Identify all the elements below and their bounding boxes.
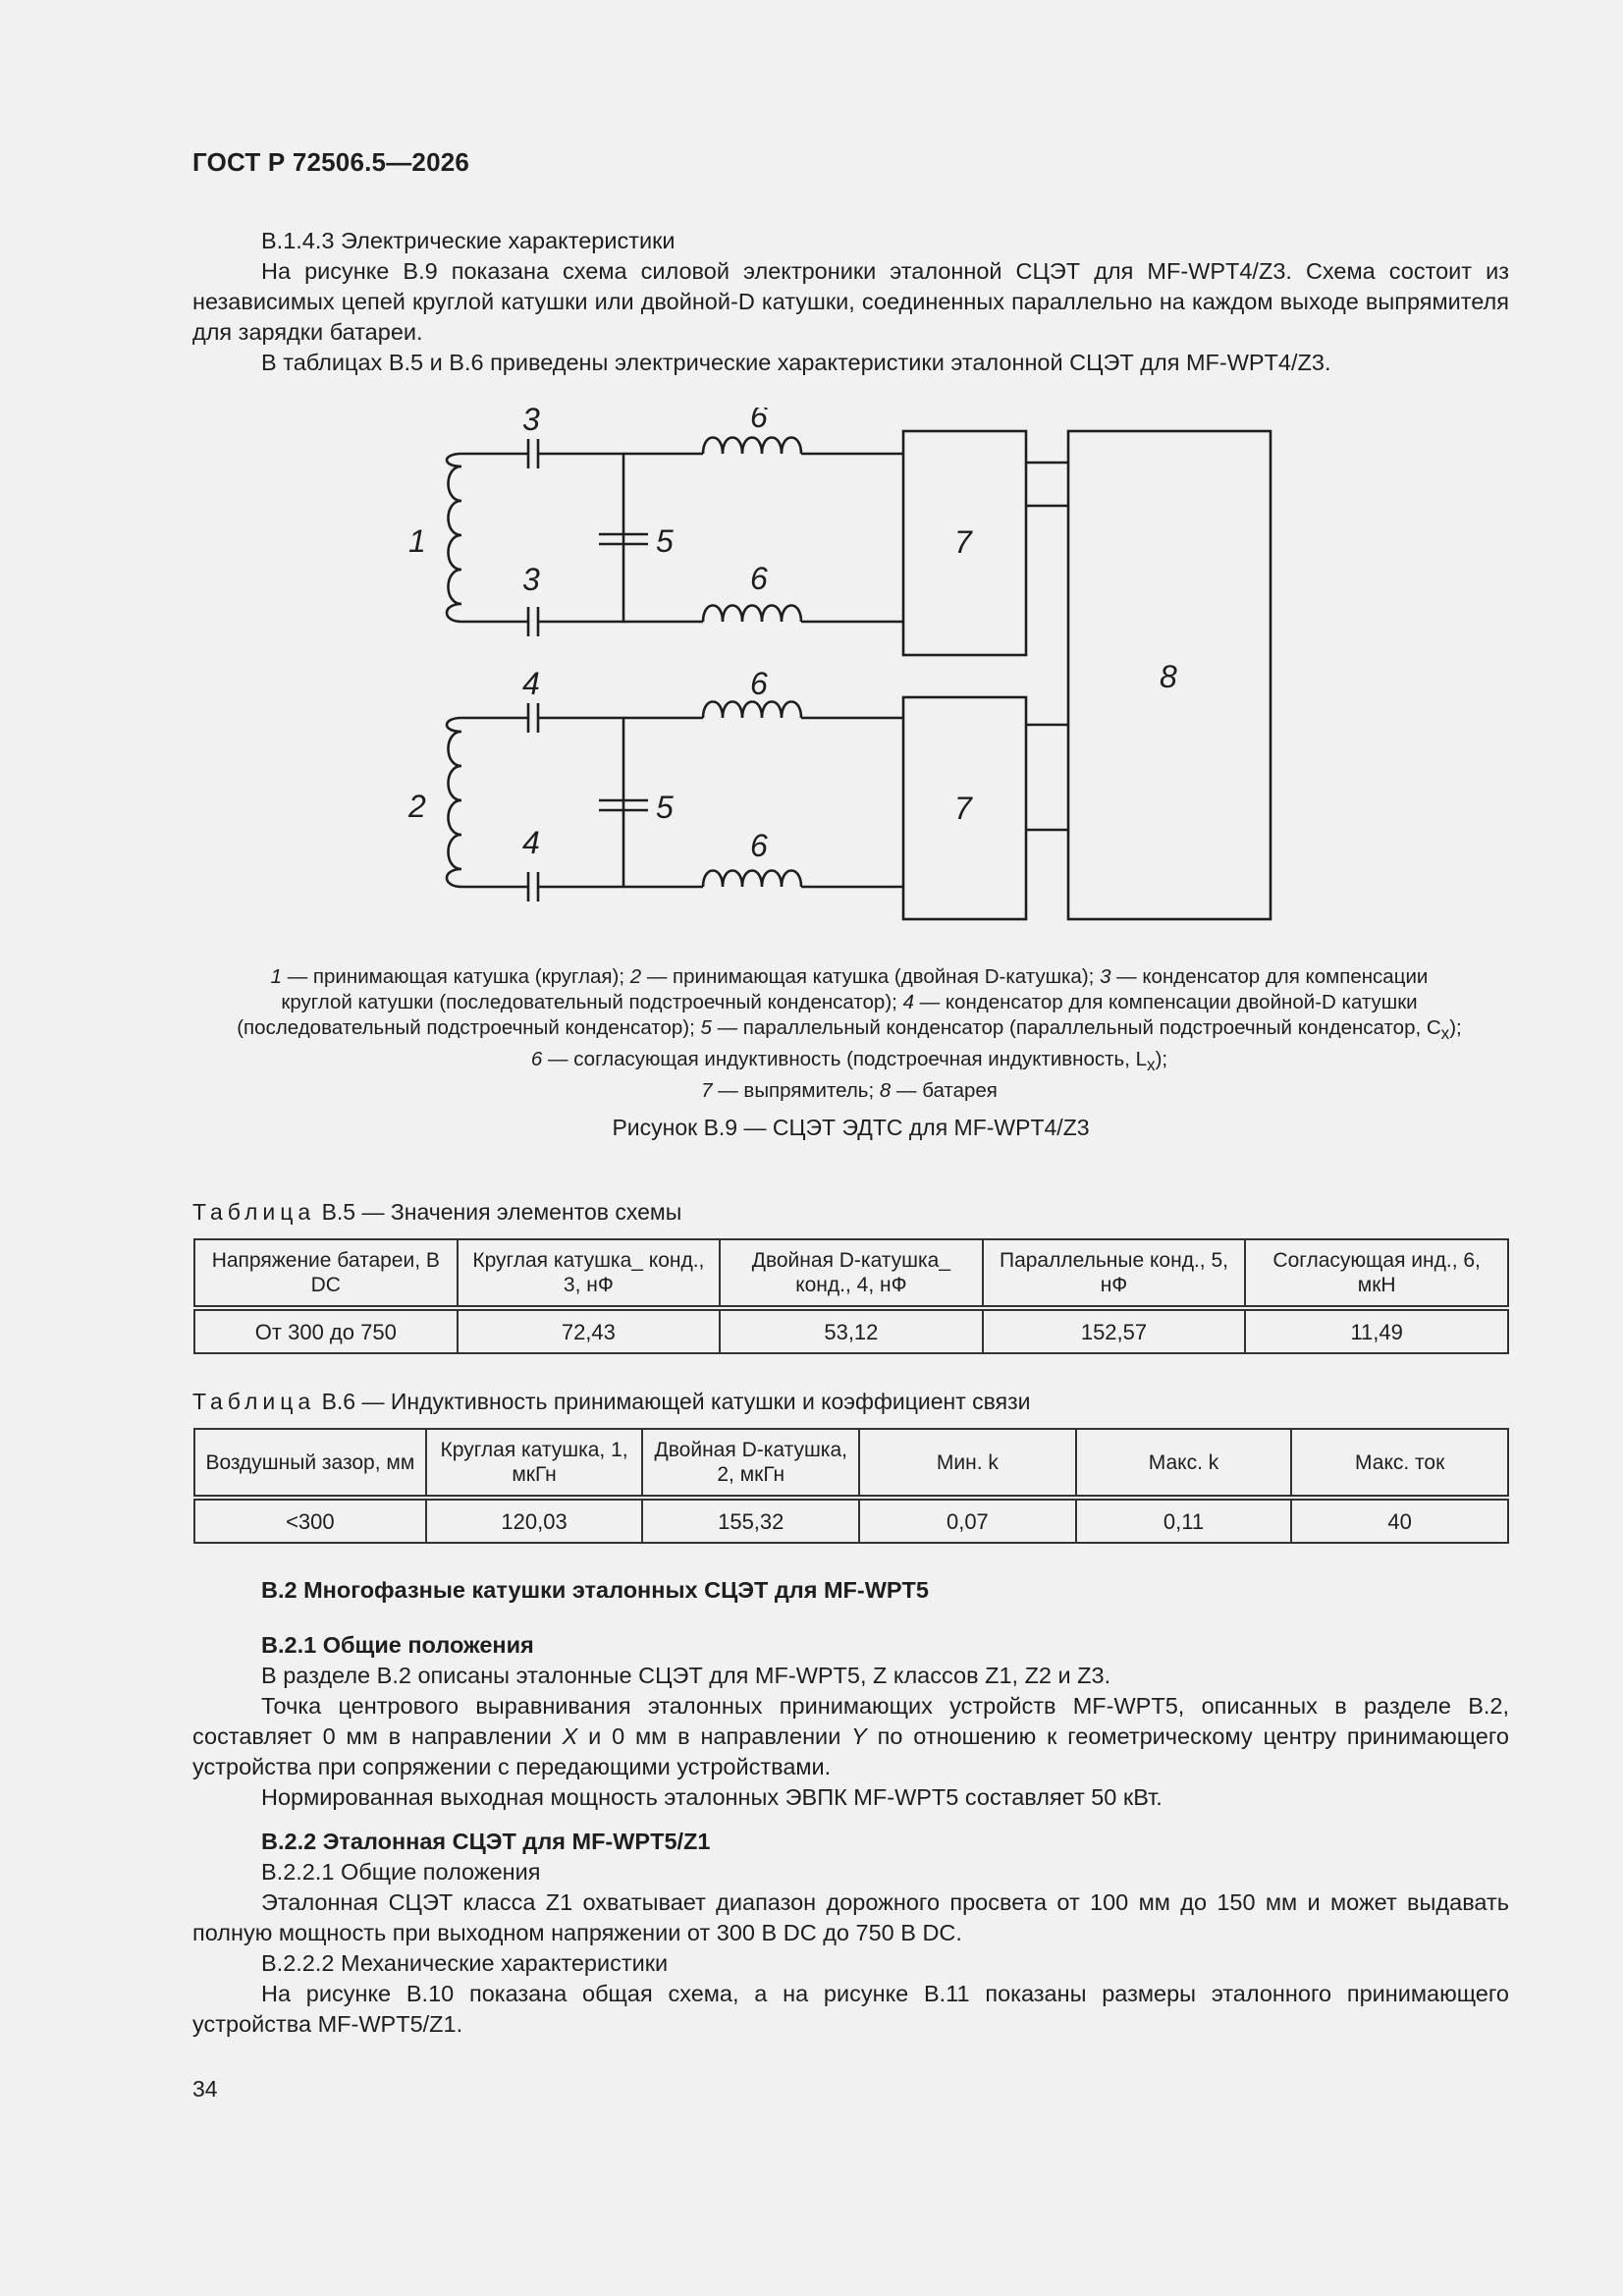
inductor-6-top-b <box>703 606 801 623</box>
axis-y-var: Y <box>851 1723 867 1749</box>
subsection-title: В.2.2.2 Механические характеристики <box>261 1950 669 1976</box>
label-5-top: 5 <box>656 523 674 559</box>
legend-num: 6 <box>530 1048 543 1071</box>
legend-text: ); <box>1155 1048 1168 1071</box>
figure-caption: Рисунок В.9 — СЦЭТ ЭДТС для MF-WPT4/Z3 <box>612 1115 1090 1140</box>
table-cell: От 300 до 750 <box>194 1308 458 1353</box>
table-cell: 72,43 <box>458 1308 721 1353</box>
legend-num: 1 <box>270 965 283 988</box>
table-header: Макс. ток <box>1291 1429 1508 1498</box>
legend-text: — принимающая катушка (круглая); <box>282 965 630 988</box>
label-2: 2 <box>408 789 426 824</box>
paragraph-part: по отношению к геометрическому центру принимающего устройства при сопряжении с передающими устройствами. <box>192 1723 1509 1779</box>
coil-2-symbol <box>447 718 528 887</box>
table-header: Согласующая инд., 6, мкН <box>1245 1239 1508 1308</box>
section-title-b21: В.2.1 Общие положения <box>261 1632 534 1658</box>
table-header: Воздушный зазор, мм <box>194 1429 426 1498</box>
table-row <box>194 1498 1508 1543</box>
label-4-top: 4 <box>522 666 540 701</box>
table-cell: 11,49 <box>1245 1308 1508 1353</box>
label-7-top: 7 <box>954 524 972 560</box>
circuit-svg <box>393 408 1296 933</box>
paragraph <box>192 1691 1509 1782</box>
table-header: Круглая катушка, 1, мкГн <box>426 1429 643 1498</box>
inductor-6-top-a <box>703 438 801 455</box>
legend-subscript: x <box>1147 1056 1156 1075</box>
table-row <box>194 1308 1508 1353</box>
legend-num: 8 <box>879 1079 892 1103</box>
table-caption-text: В.5 — Значения элементов схемы <box>321 1199 682 1225</box>
table-header: Параллельные конд., 5, нФ <box>983 1239 1246 1308</box>
label-3-bottom: 3 <box>522 562 540 597</box>
table-header: Двойная D-катушка, 2, мкГн <box>642 1429 859 1498</box>
table-b6-caption <box>192 1389 1030 1415</box>
document-header: ГОСТ Р 72506.5—2026 <box>192 147 470 177</box>
inductor-6-bot-b <box>703 871 801 888</box>
legend-text: ); <box>1449 1016 1462 1039</box>
legend-text: — выпрямитель; <box>712 1079 880 1103</box>
section-title-b143: В.1.4.3 Электрические характеристики <box>261 228 676 253</box>
table-cell: <300 <box>194 1498 426 1543</box>
table-cell: 120,03 <box>426 1498 643 1543</box>
legend-num: 2 <box>629 965 642 988</box>
table-cell: 0,11 <box>1076 1498 1292 1543</box>
legend-subscript: x <box>1440 1024 1450 1044</box>
table-cell: 155,32 <box>642 1498 859 1543</box>
paragraph-part: Точка центрового выравнивания эталонных принимающих устройств MF-WPT5, описанных в разделе В.2, составляет 0 мм в направлении <box>192 1693 1509 1749</box>
page-number: 34 <box>192 2076 218 2102</box>
table-header: Двойная D-катушка_ конд., 4, нФ <box>720 1239 983 1308</box>
section-title-b22: В.2.2 Эталонная СЦЭТ для MF-WPT5/Z1 <box>261 1829 711 1854</box>
table-cell: 40 <box>1291 1498 1508 1543</box>
legend-text: — согласующая индуктивность (подстроечная индуктивность, L <box>542 1048 1148 1071</box>
table-header: Макс. k <box>1076 1429 1292 1498</box>
label-7-bottom: 7 <box>954 791 972 826</box>
label-6-d: 6 <box>750 828 768 863</box>
legend-text: — параллельный конденсатор (параллельный подстроечный конденсатор, C <box>711 1016 1441 1039</box>
subsection-title: В.2.2.1 Общие положения <box>261 1859 541 1885</box>
table-caption-prefix: Таблица <box>192 1199 316 1225</box>
paragraph: На рисунке В.10 показана общая схема, а на рисунке В.11 показаны размеры эталонного принимающего устройства MF-WPT5/Z1. <box>192 1981 1509 2037</box>
table-cell: 152,57 <box>983 1308 1246 1353</box>
table-cell: 0,07 <box>859 1498 1076 1543</box>
paragraph: Нормированная выходная мощность эталонных ЭВПК MF-WPT5 составляет 50 кВт. <box>261 1784 1163 1810</box>
paragraph-part: и 0 мм в направлении <box>577 1723 852 1749</box>
legend-text: — принимающая катушка (двойная D-катушка); <box>641 965 1101 988</box>
paragraph: На рисунке В.9 показана схема силовой электроники эталонной СЦЭТ для MF-WPT4/Z3. Схема состоит из независимых цепей круглой катушки или двойной-D катушки, соединенных параллельно на каждом выходе выпрямителя для зарядки батареи. <box>192 258 1509 345</box>
label-4-bottom: 4 <box>522 825 540 860</box>
circuit-diagram <box>393 408 1296 933</box>
legend-text: — конденсатор для компенсации двойной-D катушки (последовательный подстроечный конденсатор); <box>237 991 1418 1039</box>
table-header: Мин. k <box>859 1429 1076 1498</box>
paragraph: Эталонная СЦЭТ класса Z1 охватывает диапазон дорожного просвета от 100 мм до 150 мм и может выдавать полную мощность при выходном напряжении от 300 В DC до 750 В DC. <box>192 1889 1509 1945</box>
table-header: Круглая катушка_ конд., 3, нФ <box>458 1239 721 1308</box>
label-3-top: 3 <box>522 408 540 437</box>
table-header: Напряжение батареи, В DC <box>194 1239 458 1308</box>
legend-num: 4 <box>902 991 914 1013</box>
label-8: 8 <box>1160 659 1177 694</box>
table-caption-prefix: Таблица <box>192 1389 316 1414</box>
label-6-c: 6 <box>750 666 768 701</box>
inductor-6-bot-a <box>703 702 801 719</box>
table-caption-text: В.6 — Индуктивность принимающей катушки и коэффициент связи <box>321 1389 1031 1414</box>
paragraph: В таблицах В.5 и В.6 приведены электрические характеристики эталонной СЦЭТ для MF-WPT4/Z3. <box>261 350 1331 375</box>
axis-x-var: X <box>562 1723 578 1749</box>
section-title-b2: В.2 Многофазные катушки эталонных СЦЭТ для MF-WPT5 <box>261 1577 929 1603</box>
label-1: 1 <box>408 523 426 559</box>
label-6-a: 6 <box>750 408 768 434</box>
table-cell: 53,12 <box>720 1308 983 1353</box>
coil-1-symbol <box>447 454 528 622</box>
legend-text: — батарея <box>891 1079 998 1103</box>
label-5-bottom: 5 <box>656 790 674 825</box>
table-b6 <box>193 1428 1509 1544</box>
legend-text: — конденсатор для компенсации круглой катушки (последовательный подстроечный конденсатор); <box>281 965 1429 1013</box>
table-b5-caption <box>192 1199 681 1226</box>
legend-num: 7 <box>701 1079 713 1103</box>
legend-num: 3 <box>1100 965 1111 988</box>
paragraph: В разделе В.2 описаны эталонные СЦЭТ для MF-WPT5, Z классов Z1, Z2 и Z3. <box>261 1663 1111 1688</box>
legend-num: 5 <box>700 1016 712 1039</box>
label-6-b: 6 <box>750 561 768 596</box>
figure-legend <box>236 964 1463 1104</box>
table-b5 <box>193 1238 1509 1354</box>
